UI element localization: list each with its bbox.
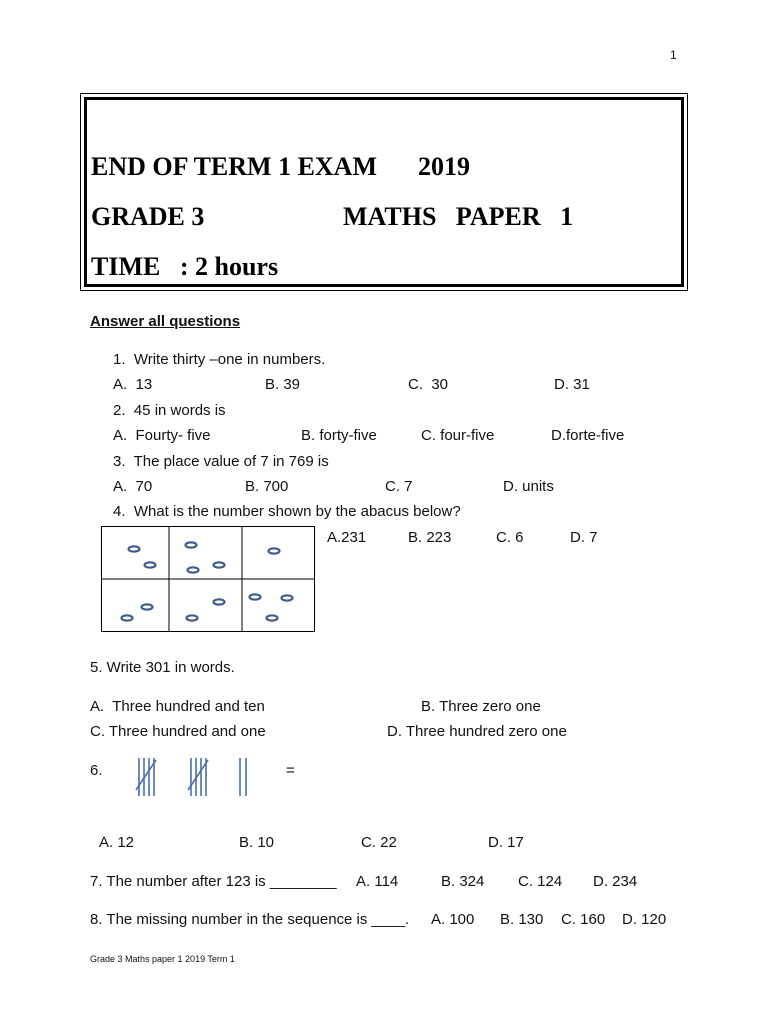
subject-paper: MATHS PAPER 1 xyxy=(343,202,574,231)
q1-stem: 1. Write thirty –one in numbers. xyxy=(113,351,326,368)
q6-number: 6. xyxy=(90,762,103,779)
abacus-bead xyxy=(188,567,199,572)
abacus-bead xyxy=(250,594,261,599)
q4-option-c: C. 6 xyxy=(496,529,524,546)
q8-option-b: B. 130 xyxy=(500,911,544,928)
q1-option-a: A. 13 xyxy=(113,376,153,393)
q4-option-b: B. 223 xyxy=(408,529,452,546)
exam-title: END OF TERM 1 EXAM xyxy=(91,152,377,181)
abacus-bead xyxy=(129,546,140,551)
q8-stem: 8. The missing number in the sequence is ____. xyxy=(90,911,410,928)
q4-stem: 4. What is the number shown by the abacus below? xyxy=(113,503,461,520)
q3-option-a: A. 70 xyxy=(113,478,153,495)
abacus-bead xyxy=(214,562,225,567)
q7-option-a: A. 114 xyxy=(356,873,399,890)
q3-option-d: D. units xyxy=(503,478,554,495)
q2-option-b: B. forty-five xyxy=(301,427,377,444)
q7-stem: 7. The number after 123 is ________ xyxy=(90,873,337,890)
q8-option-c: C. 160 xyxy=(561,911,606,928)
q6-option-b: B. 10 xyxy=(239,834,275,851)
abacus-bead xyxy=(214,599,225,604)
q6-equals: = xyxy=(286,762,295,779)
q2-option-d: D.forte-five xyxy=(551,427,625,444)
tally-marks-group-3 xyxy=(236,756,252,798)
q6-option-a: A. 12 xyxy=(99,834,135,851)
q8-option-a: A. 100 xyxy=(431,911,475,928)
abacus-bead xyxy=(142,604,153,609)
abacus-bead xyxy=(282,595,293,600)
title-box xyxy=(80,93,688,291)
abacus-bead xyxy=(269,548,280,553)
tally-marks-group-2 xyxy=(186,756,212,798)
q4-option-a: A.231 xyxy=(327,529,367,546)
q3-option-b: B. 700 xyxy=(245,478,289,495)
q6-option-c: C. 22 xyxy=(361,834,397,851)
q1-option-c: C. 30 xyxy=(408,376,449,393)
page-footer: Grade 3 Maths paper 1 2019 Term 1 xyxy=(90,954,235,964)
q1-option-b: B. 39 xyxy=(265,376,301,393)
q1-option-d: D. 31 xyxy=(554,376,590,393)
q5-option-c: C. Three hundred and one xyxy=(90,723,266,740)
q5-option-d: D. Three hundred zero one xyxy=(387,723,567,740)
q2-option-a: A. Fourty- five xyxy=(113,427,211,444)
q3-stem: 3. The place value of 7 in 769 is xyxy=(113,453,329,470)
grade-label: GRADE 3 xyxy=(91,202,205,231)
q7-option-b: B. 324 xyxy=(441,873,485,890)
abacus-bead xyxy=(122,615,133,620)
instruction: Answer all questions xyxy=(90,313,241,330)
q7-option-c: C. 124 xyxy=(518,873,563,890)
q6-option-d: D. 17 xyxy=(488,834,524,851)
page-number: 1 xyxy=(670,48,677,62)
exam-time: TIME : 2 hours xyxy=(91,252,279,281)
abacus-bead xyxy=(267,615,278,620)
abacus-diagram xyxy=(101,526,315,632)
tally-marks-group-1 xyxy=(134,756,160,798)
q7-option-d: D. 234 xyxy=(593,873,638,890)
q2-stem: 2. 45 in words is xyxy=(113,402,226,419)
q5-stem: 5. Write 301 in words. xyxy=(90,659,235,676)
abacus-bead xyxy=(187,615,198,620)
abacus-bead xyxy=(145,562,156,567)
q4-option-d: D. 7 xyxy=(570,529,598,546)
abacus-bead xyxy=(186,542,197,547)
q8-option-d: D. 120 xyxy=(622,911,667,928)
q5-option-a: A. Three hundred and ten xyxy=(90,698,265,715)
q2-option-c: C. four-five xyxy=(421,427,495,444)
exam-year: 2019 xyxy=(418,152,470,181)
q3-option-c: C. 7 xyxy=(385,478,413,495)
q5-option-b: B. Three zero one xyxy=(421,698,541,715)
